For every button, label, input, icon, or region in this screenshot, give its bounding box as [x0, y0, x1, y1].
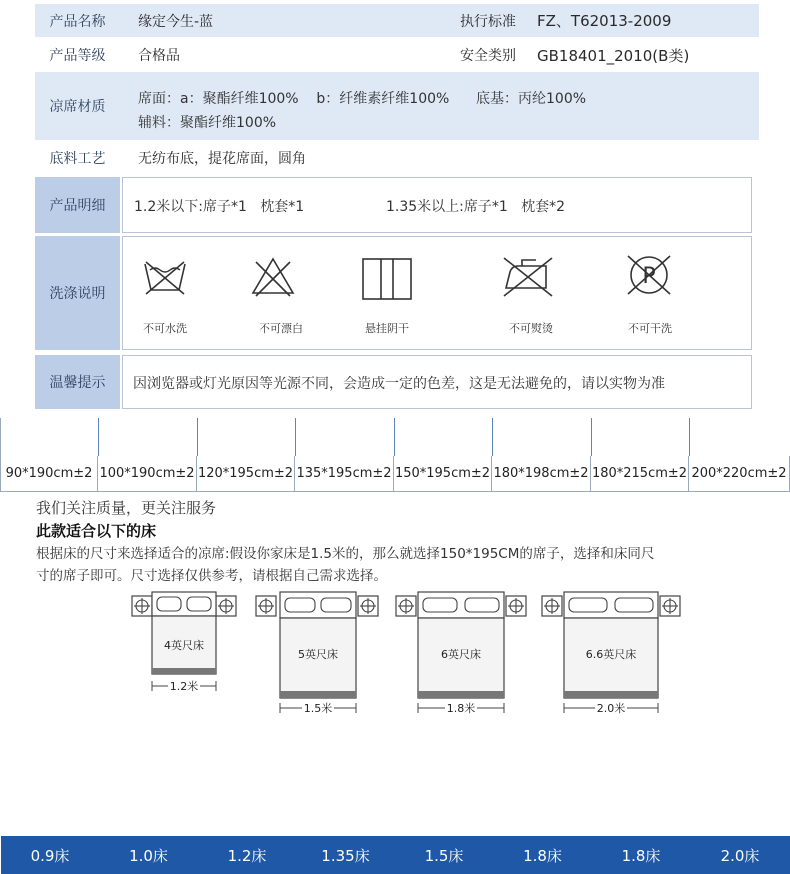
size-header-5: 1.8床 — [493, 836, 592, 874]
detail-small: 1.2米以下:席子*1 枕套*1 — [134, 199, 305, 215]
bed-diagrams — [0, 588, 790, 722]
bed-6ft — [396, 592, 526, 715]
bed-label-0: 4英尺床 — [164, 639, 204, 652]
size-header-1: 1.0床 — [99, 836, 198, 874]
size-header-4: 1.5床 — [395, 836, 493, 874]
bed-5ft — [256, 592, 378, 715]
bed-width-3: 2.0米 — [596, 702, 626, 715]
bed-4ft — [132, 592, 236, 693]
craft-value: 无纺布底，提花席面，圆角 — [138, 151, 306, 167]
care-label-3: 不可熨烫 — [509, 322, 553, 335]
detail-label: 产品明细 — [35, 177, 120, 233]
bed-label-3: 6.6英尺床 — [585, 648, 637, 661]
craft-label: 底料工艺 — [35, 140, 120, 176]
bed-label-1: 5英尺床 — [298, 648, 338, 661]
bed-width-0: 1.2米 — [169, 680, 199, 693]
no-iron-icon — [502, 254, 554, 298]
size-header-3: 1.35床 — [296, 836, 395, 874]
slogan: 我们关注质量，更关注服务 — [36, 499, 217, 517]
bed-label-2: 6英尺床 — [441, 648, 481, 661]
svg-text:P: P — [642, 264, 656, 289]
name-value: 缘定今生-蓝 — [138, 13, 214, 30]
size-header-2: 1.2床 — [198, 836, 296, 874]
size-divider — [492, 418, 493, 456]
size-divider — [295, 418, 296, 456]
safety-label: 安全类别 — [460, 48, 516, 64]
care-label-1: 不可漂白 — [259, 322, 303, 335]
wash-label: 洗涤说明 — [35, 236, 120, 350]
care-label-2: 悬挂阴干 — [365, 322, 409, 335]
material-line2: 辅料：聚酯纤维100% — [138, 115, 277, 131]
size-header-6: 1.8床 — [592, 836, 690, 874]
care-label-4: 不可干洗 — [628, 322, 672, 335]
size-cell-5: 180*198cm±2 — [492, 456, 591, 492]
grade-label: 产品等级 — [35, 38, 120, 72]
size-cell-1: 100*190cm±2 — [98, 456, 197, 492]
material-label: 凉席材质 — [49, 99, 106, 115]
size-cell-7: 200*220cm±2 — [689, 456, 790, 492]
bed-width-2: 1.8米 — [446, 702, 476, 715]
size-cell-3: 135*195cm±2 — [295, 456, 394, 492]
no-wash-icon — [142, 258, 188, 298]
size-divider — [197, 418, 198, 456]
size-divider — [98, 418, 99, 456]
size-divider — [394, 418, 395, 456]
fit-title: 此款适合以下的床 — [36, 522, 157, 540]
no-bleach-icon — [250, 256, 296, 298]
care-label-0: 不可水洗 — [143, 322, 187, 335]
size-divider — [689, 418, 690, 456]
size-cell-0: 90*190cm±2 — [0, 456, 98, 492]
material-line1: 席面：a：聚酯纤维100% b：纤维素纤维100% 底基：丙纶100% — [138, 91, 587, 107]
size-header-0: 0.9床 — [1, 836, 99, 874]
size-header-7: 2.0床 — [690, 836, 790, 874]
safety-value: GB18401_2010(B类) — [537, 46, 690, 65]
detail-large: 1.35米以上:席子*1 枕套*2 — [386, 199, 566, 215]
name-label: 产品名称 — [49, 13, 106, 30]
no-dry-clean-icon — [624, 252, 674, 298]
size-cell-6: 180*215cm±2 — [591, 456, 689, 492]
size-divider — [591, 418, 592, 456]
fit-line1: 根据床的尺寸来选择适合的凉席:假设你家床是1.5米的，那么就选择150*195CM的席子，选择和床同尺 — [36, 546, 655, 562]
standard-label: 执行标准 — [460, 13, 516, 30]
standard-value: FZ、T62013-2009 — [537, 12, 672, 30]
bed-6-6ft — [542, 592, 680, 715]
size-cell-4: 150*195cm±2 — [394, 456, 492, 492]
tip-label: 温馨提示 — [35, 355, 120, 409]
fit-line2: 寸的席子即可。尺寸选择仅供参考，请根据自己需求选择。 — [36, 568, 387, 584]
bed-width-1: 1.5米 — [303, 702, 333, 715]
tip-value: 因浏览器或灯光原因等光源不同，会造成一定的色差，这是无法避免的，请以实物为准 — [133, 376, 665, 392]
size-cell-2: 120*195cm±2 — [197, 456, 295, 492]
hang-dry-icon — [362, 258, 412, 300]
grade-value: 合格品 — [138, 48, 180, 64]
